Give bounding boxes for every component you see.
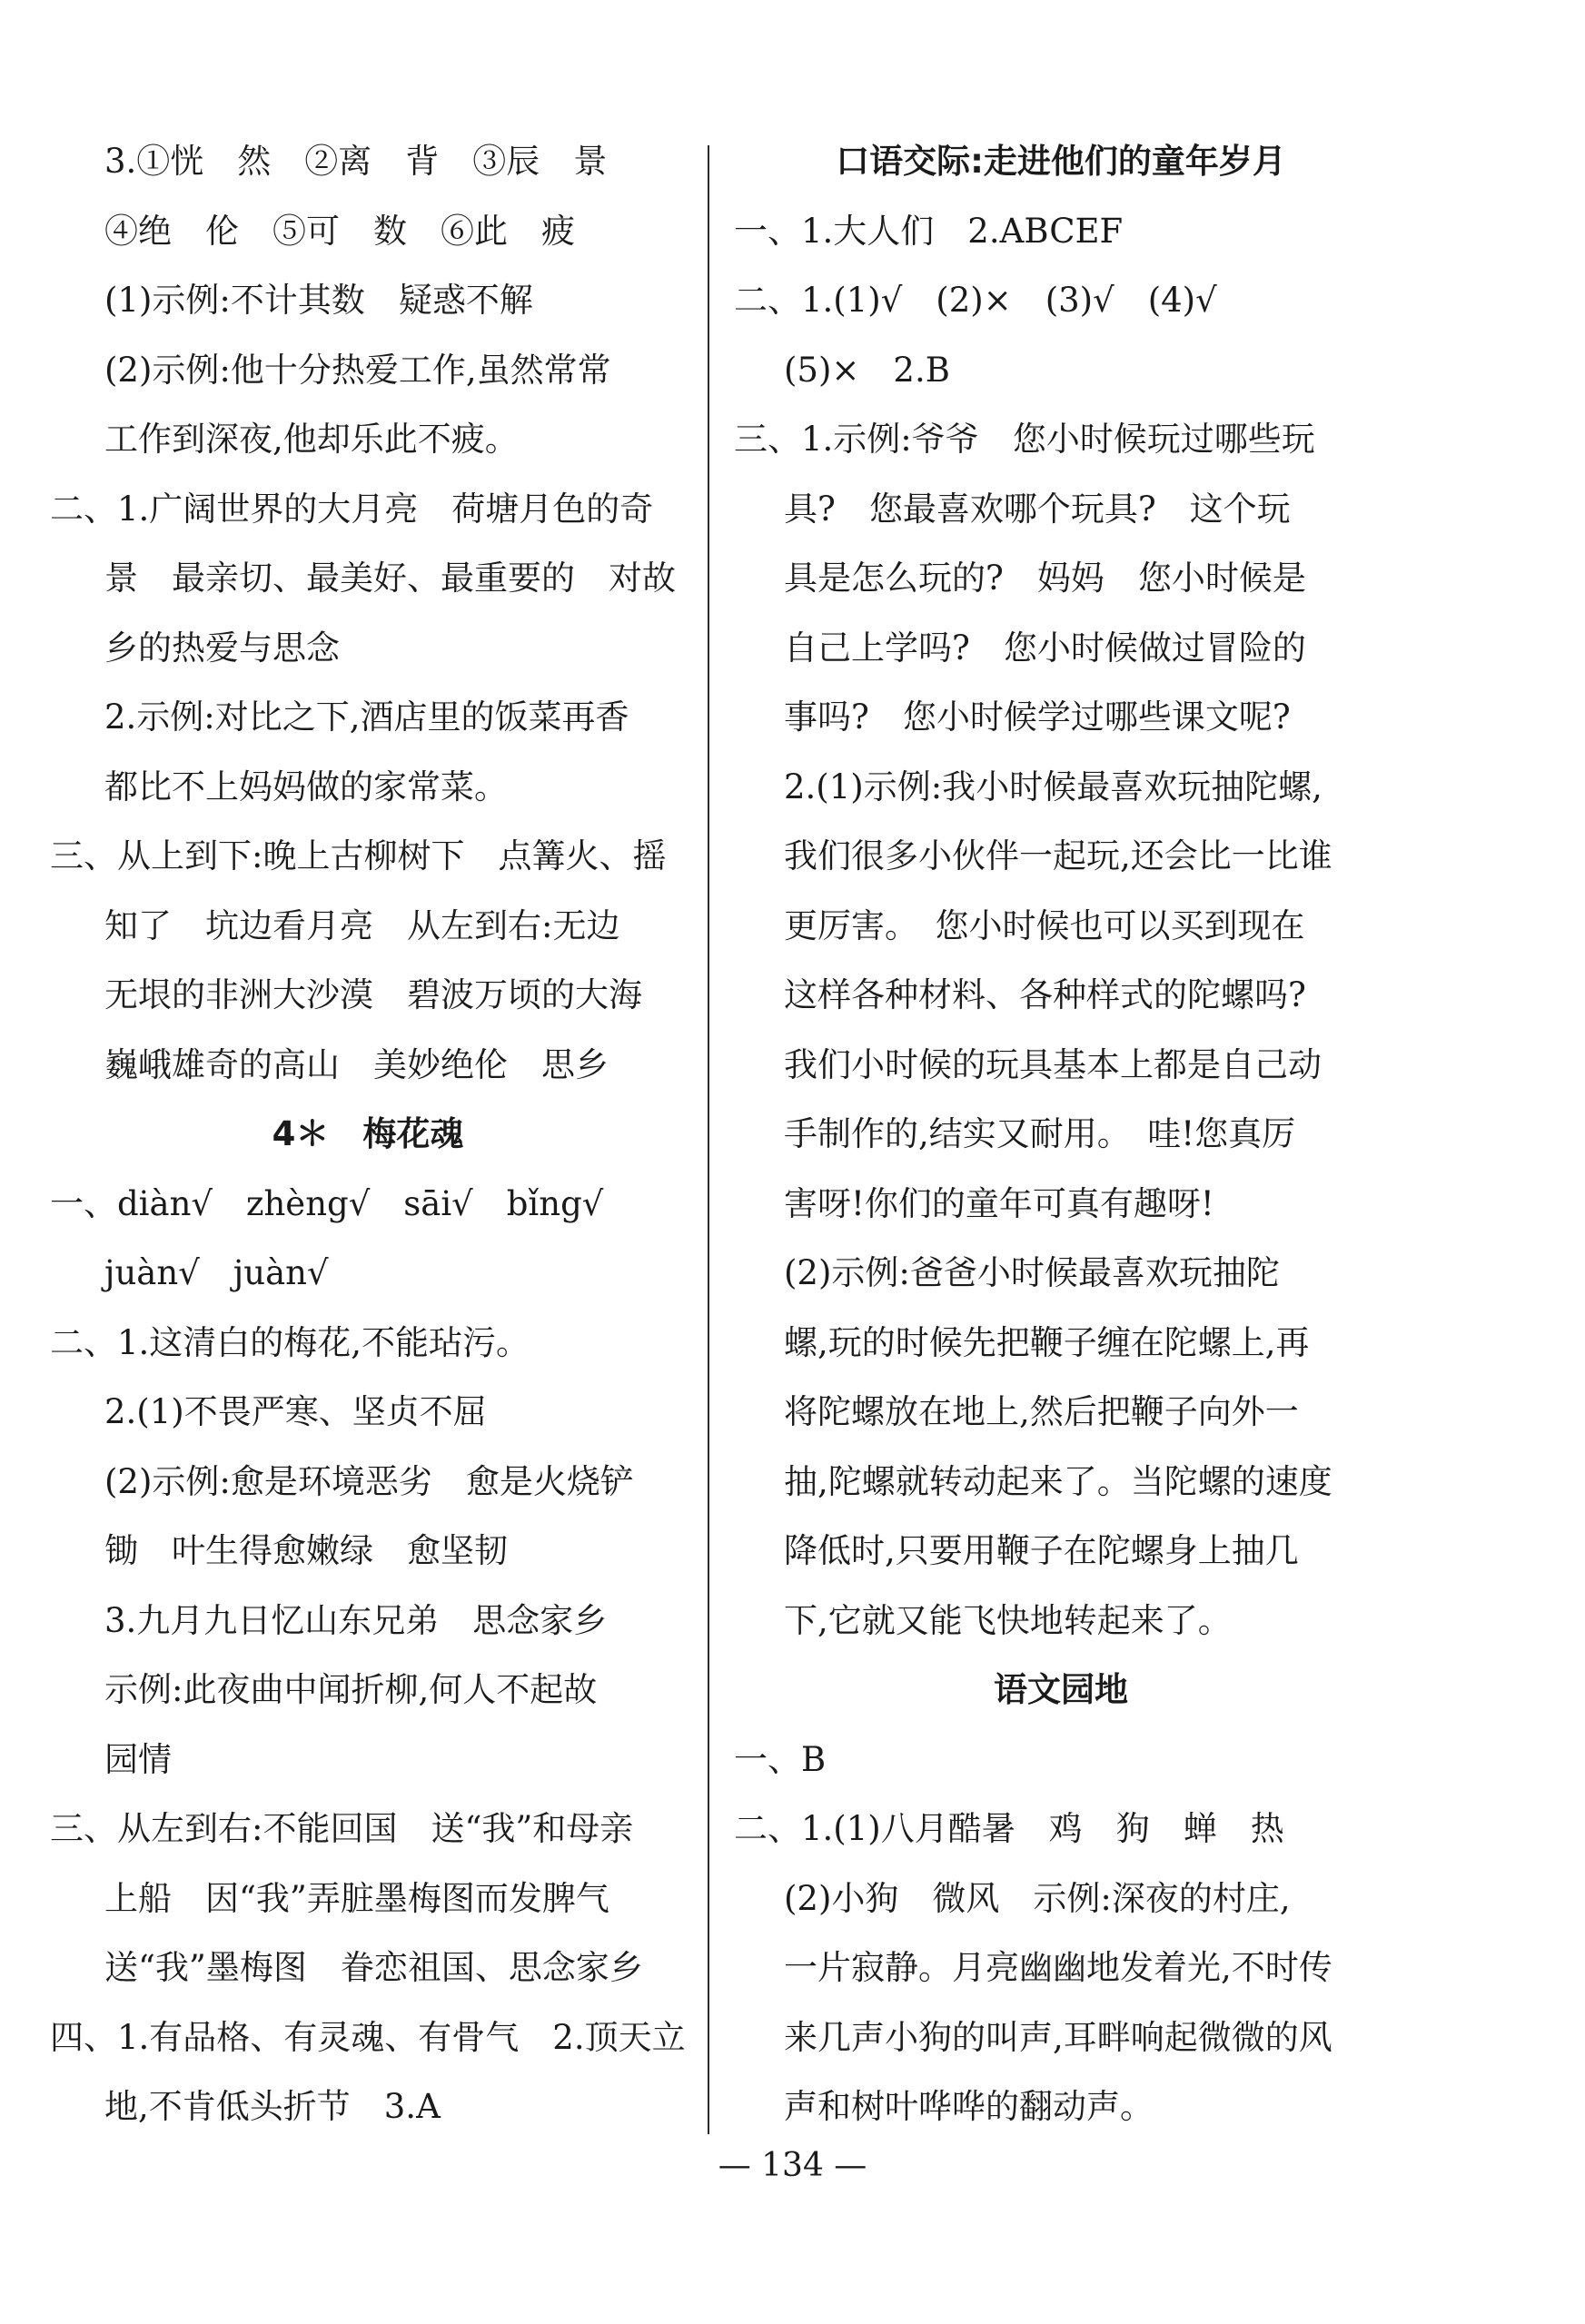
answer-line: 下,它就又能飞快地转起来了。 <box>784 1600 1232 1640</box>
answer-line: 二、1.这清白的梅花,不能玷污。 <box>50 1322 530 1362</box>
answer-line: 知了 坑边看月亮 从左到右:无边 <box>104 905 620 945</box>
answer-line: 将陀螺放在地上,然后把鞭子向外一 <box>784 1392 1299 1431</box>
answer-line: 声和树叶哗哗的翻动声。 <box>784 2087 1154 2126</box>
answer-line: 3.①恍 然 ②离 背 ③辰 景 <box>104 142 608 181</box>
answer-line: 事吗? 您小时候学过哪些课文呢? <box>784 697 1291 737</box>
answer-line: juàn√ juàn√ <box>104 1253 329 1292</box>
answer-line: 巍峨雄奇的高山 美妙绝伦 思乡 <box>104 1044 609 1084</box>
answer-line: 螺,玩的时候先把鞭子缠在陀螺上,再 <box>784 1322 1310 1362</box>
answer-line: 送“我”墨梅图 眷恋祖国、思念家乡 <box>104 1948 643 1987</box>
answer-line: 工作到深夜,他却乐此不疲。 <box>104 420 519 459</box>
page-number: — 134 — <box>718 2147 867 2184</box>
answer-line: 具是怎么玩的? 妈妈 您小时候是 <box>784 559 1306 598</box>
answer-line: 我们小时候的玩具基本上都是自己动 <box>784 1044 1322 1084</box>
answer-line: 2.(1)不畏严寒、坚贞不屈 <box>104 1392 487 1431</box>
answer-line: (2)示例:爸爸小时候最喜欢玩抽陀 <box>784 1253 1280 1292</box>
right-column <box>734 127 1388 2142</box>
section-heading: 4＊ 梅花魂 <box>272 1114 464 1153</box>
answer-line: 一、B <box>734 1739 827 1779</box>
answer-line: (2)示例:他十分热爱工作,虽然常常 <box>104 350 611 390</box>
answer-line: 示例:此夜曲中闻折柳,何人不起故 <box>104 1670 598 1709</box>
answer-line: 二、1.(1)√ (2)× (3)√ (4)√ <box>734 281 1217 320</box>
answer-line: 2.示例:对比之下,酒店里的饭菜再香 <box>104 697 629 737</box>
answer-line: 景 最亲切、最美好、最重要的 对故 <box>104 559 676 598</box>
answer-line: 一片寂静。月亮幽幽地发着光,不时传 <box>784 1948 1332 1987</box>
answer-line: 2.(1)示例:我小时候最喜欢玩抽陀螺, <box>784 766 1322 806</box>
answer-line: 二、1.(1)八月酷暑 鸡 狗 蝉 热 <box>734 1809 1284 1848</box>
answer-line: 具? 您最喜欢哪个玩具? 这个玩 <box>784 489 1291 529</box>
answer-line: 害呀!你们的童年可真有趣呀! <box>784 1183 1214 1223</box>
section-heading: 语文园地 <box>994 1670 1128 1709</box>
answer-line: 乡的热爱与思念 <box>104 628 340 668</box>
answer-line: 我们很多小伙伴一起玩,还会比一比谁 <box>784 836 1332 875</box>
answer-line: 手制作的,结实又耐用。 哇!您真厉 <box>784 1114 1296 1153</box>
answer-line: ④绝 伦 ⑤可 数 ⑥此 疲 <box>104 211 575 251</box>
answer-line: 自己上学吗? 您小时候做过冒险的 <box>784 628 1306 668</box>
answer-line: 三、从上到下:晚上古柳树下 点篝火、摇 <box>50 836 667 875</box>
answer-line: 都比不上妈妈做的家常菜。 <box>104 766 508 806</box>
answer-line: 上船 因“我”弄脏墨梅图而发脾气 <box>104 1878 609 1918</box>
answer-line: (2)小狗 微风 示例:深夜的村庄, <box>784 1878 1291 1918</box>
answer-line: (5)× 2.B <box>784 350 950 390</box>
answer-line: 锄 叶生得愈嫩绿 愈坚韧 <box>104 1531 508 1570</box>
section-heading: 口语交际:走进他们的童年岁月 <box>836 142 1286 181</box>
answer-line: 地,不肯低头折节 3.A <box>104 2087 441 2126</box>
answer-line: 抽,陀螺就转动起来了。当陀螺的速度 <box>784 1461 1332 1501</box>
left-column <box>50 127 686 2142</box>
answer-line: 更厉害。 您小时候也可以买到现在 <box>784 905 1305 945</box>
answer-line: 园情 <box>104 1739 172 1779</box>
answer-line: 一、1.大人们 2.ABCEF <box>734 211 1124 251</box>
answer-line: 四、1.有品格、有灵魂、有骨气 2.顶天立 <box>50 2017 686 2057</box>
answer-line: 3.九月九日忆山东兄弟 思念家乡 <box>104 1600 608 1640</box>
answer-line: 来几声小狗的叫声,耳畔响起微微的风 <box>784 2017 1332 2057</box>
column-divider <box>708 145 709 2134</box>
answer-line: (2)示例:愈是环境恶劣 愈是火烧铲 <box>104 1461 634 1501</box>
answer-line: 三、从左到右:不能回国 送“我”和母亲 <box>50 1809 634 1848</box>
answer-line: 这样各种材料、各种样式的陀螺吗? <box>784 975 1306 1014</box>
answer-line: 三、1.示例:爷爷 您小时候玩过哪些玩 <box>734 420 1315 459</box>
answer-line: 降低时,只要用鞭子在陀螺身上抽几 <box>784 1531 1299 1570</box>
answer-line: 二、1.广阔世界的大月亮 荷塘月色的奇 <box>50 489 654 529</box>
answer-line: 一、diàn√ zhèng√ sāi√ bǐng√ <box>50 1183 604 1223</box>
answer-line: 无垠的非洲大沙漠 碧波万顷的大海 <box>104 975 642 1014</box>
answer-line: (1)示例:不计其数 疑惑不解 <box>104 281 533 320</box>
